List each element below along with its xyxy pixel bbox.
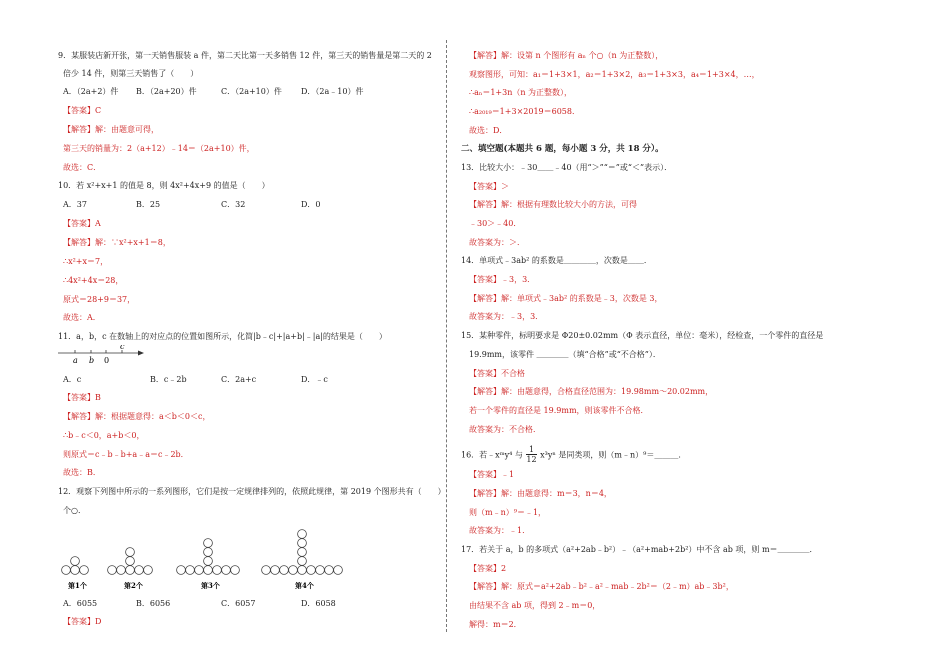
q11-option-c: C．2a+c: [221, 375, 257, 384]
q10-solution-5: 故选：A．: [63, 313, 101, 322]
q9-stem-line2: 倍少 14 件，则第三天销售了（ ）: [63, 69, 199, 78]
q9-option-b: B．（2a+20）件: [136, 87, 197, 96]
q10-option-b: B．25: [136, 200, 161, 209]
axis-label-b: b: [89, 356, 95, 365]
q14-stem: 14．单项式﹣3ab² 的系数是＿＿＿＿，次数是＿＿．: [461, 256, 652, 265]
q16-solution-1: 【解答】解：由题意得：m＝3，n＝4，: [469, 489, 612, 498]
q17-solution-1: 【解答】解：原式＝a²+2ab﹣b²﹣a²﹣mab﹣2b²＝（2﹣m）ab﹣3b²，: [469, 582, 734, 591]
q12-solution-2: 观察图形，可知：a₁＝1+3×1，a₂＝1+3×2，a₃＝1+3×3，a₄＝1+3×4，…，: [469, 70, 760, 79]
column-divider: [446, 40, 447, 632]
q11-stem: 11．a，b，c 在数轴上的对应点的位置如图所示，化简|b﹣c|+|a+b|﹣|a|的结果是（ ）: [58, 332, 387, 341]
q9-option-d: D．（2a﹣10）件: [301, 87, 364, 96]
q17-stem: 17．若关于 a，b 的多项式（a²+2ab﹣b²）﹣（a²+mab+2b²）中不含 ab 项，则 m＝＿＿＿＿．: [461, 545, 818, 554]
q13-answer: 【答案】＞: [469, 182, 509, 191]
q10-option-d: D．0: [301, 200, 321, 209]
q15-stem-line2: 19.9mm，该零件 ＿＿＿＿（填“合格”或“不合格”）．: [469, 350, 661, 359]
q10-option-a: A．37: [63, 200, 87, 209]
figure-1-label: 第1个: [68, 581, 87, 590]
q10-solution-3: ∴4x²+4x＝28，: [63, 276, 124, 285]
q15-stem-line1: 15．某种零件，标明要求是 Φ20±0.02mm（Φ 表示直径，单位：毫米），经检查，一个零件的直径是: [461, 331, 824, 340]
axis-label-c: c: [120, 345, 125, 351]
q12-option-a: A．6055: [63, 599, 98, 608]
q16-stem: [461, 446, 686, 465]
q16-answer: 【答案】﹣1: [469, 470, 515, 479]
q16-solution-2: 则（m﹣n）⁹＝﹣1，: [469, 508, 547, 517]
q10-solution-4: 原式＝28+9＝37，: [63, 295, 136, 304]
q14-solution-1: 【解答】解：单项式﹣3ab² 的系数是﹣3，次数是 3，: [469, 294, 663, 303]
q16-fraction-denominator: 12: [526, 455, 537, 464]
axis-label-0: 0: [104, 356, 110, 365]
q9-answer: 【答案】C: [63, 106, 102, 115]
q11-option-d: D．﹣c: [301, 375, 328, 384]
q12-solution-3: ∴aₙ＝1+3n（n 为正整数），: [469, 88, 573, 97]
q10-stem: 10．若 x²+x+1 的值是 8，则 4x²+4x+9 的值是（ ）: [58, 181, 270, 190]
q11-solution-1: 【解答】解：根据题意得：a＜b＜0＜c，: [63, 412, 211, 421]
q11-solution-3: 则原式＝c﹣b﹣b+a﹣a＝c﹣2b．: [63, 450, 189, 459]
q17-answer: 【答案】2: [469, 564, 507, 573]
q15-solution-2: 若一个零件的直径是 19.9mm，则该零件不合格．: [469, 406, 649, 415]
number-line-arrow: [138, 351, 144, 356]
q9-solution-2: 第三天的销量为：2（a+12）﹣14＝（2a+10）件，: [63, 144, 255, 153]
figure-1: [62, 557, 89, 575]
q11-solution-2: ∴b﹣c＜0，a+b＜0，: [63, 431, 145, 440]
axis-label-a: a: [73, 356, 78, 365]
q13-solution-3: 故答案为：＞．: [469, 238, 525, 247]
q11-option-b: B．c﹣2b: [150, 375, 187, 384]
q16-solution-3: 故答案为：﹣1．: [469, 526, 531, 535]
q13-solution-1: 【解答】解：根据有理数比较大小的方法，可得: [469, 200, 637, 209]
q17-solution-2: 由结果不含 ab 项，得到 2﹣m＝0，: [469, 601, 601, 610]
q15-answer: 【答案】不合格: [469, 369, 525, 378]
q13-solution-2: ﹣30＞﹣40．: [469, 219, 522, 228]
q10-solution-1: 【解答】解：∵x²+x+1＝8，: [63, 238, 171, 247]
q12-option-b: B．6056: [136, 599, 171, 608]
q11-answer: 【答案】B: [63, 393, 101, 402]
q10-solution-2: ∴x²+x＝7，: [63, 257, 109, 266]
q14-solution-2: 故答案为：﹣3，3．: [469, 312, 544, 321]
figure-4-label: 第4个: [295, 581, 314, 590]
q12-stem-line1: 12．观察下列图中所示的一系列图形，它们是按一定规律排列的，依照此规律，第 2019 个图形共有（ ）: [58, 487, 446, 496]
q12-answer: 【答案】D: [63, 617, 102, 626]
q16-fraction-numerator: 1: [526, 445, 536, 455]
q14-answer: 【答案】﹣3，3．: [469, 275, 536, 284]
q12-solution-1: 【解答】解：设第 n 个图形有 aₙ 个○（n 为正整数），: [469, 51, 664, 60]
q10-answer: 【答案】A: [63, 219, 101, 228]
figure-2: [108, 548, 153, 575]
q9-option-c: C．（2a+10）件: [221, 87, 282, 96]
q15-solution-3: 故答案为：不合格．: [469, 425, 541, 434]
figure-4: [262, 530, 343, 575]
q11-solution-4: 故选：B．: [63, 468, 101, 477]
q16-fraction: [526, 445, 536, 464]
q16-stem-part2: x³yⁿ 是同类项，则（m﹣n）⁹＝＿＿＿．: [540, 450, 687, 460]
q9-solution-3: 故选：C．: [63, 163, 102, 172]
q11-option-a: A．c: [63, 375, 82, 384]
q12-option-c: C．6057: [221, 599, 256, 608]
q12-option-d: D．6058: [301, 599, 336, 608]
q16-stem-part1: 16．若﹣xᵐy⁴ 与: [461, 450, 523, 460]
q12-circle-figures: [58, 518, 358, 592]
q13-stem: 13．比较大小：﹣30＿＿﹣40（用“＞”“＝”或“＜”表示）．: [461, 163, 673, 172]
q9-stem-line1: 9．某服装店新开张，第一天销售服装 a 件，第二天比第一天多销售 12 件，第三天的销售量是第二天的 2: [58, 51, 432, 60]
q9-option-a: A．（2a+2）件: [63, 87, 119, 96]
figure-3-label: 第3个: [201, 581, 220, 590]
q15-solution-1: 【解答】解：由题意得，合格直径范围为：19.98mm～20.02mm，: [469, 387, 714, 396]
figure-2-label: 第2个: [124, 581, 143, 590]
q9-solution-1: 【解答】解：由题意可得，: [63, 125, 159, 134]
q12-solution-5: 故选：D．: [469, 126, 508, 135]
figure-3: [177, 539, 240, 575]
q11-number-line: [58, 345, 148, 367]
section-heading-fill-in: 二、填空题(本题共 6 题，每小题 3 分，共 18 分）。: [461, 144, 664, 154]
q12-stem-line2: 个○．: [63, 506, 86, 515]
q12-solution-4: ∴a₂₀₁₉＝1+3×2019＝6058．: [469, 107, 580, 116]
q17-solution-3: 解得：m＝2．: [469, 620, 522, 629]
q10-option-c: C．32: [221, 200, 246, 209]
